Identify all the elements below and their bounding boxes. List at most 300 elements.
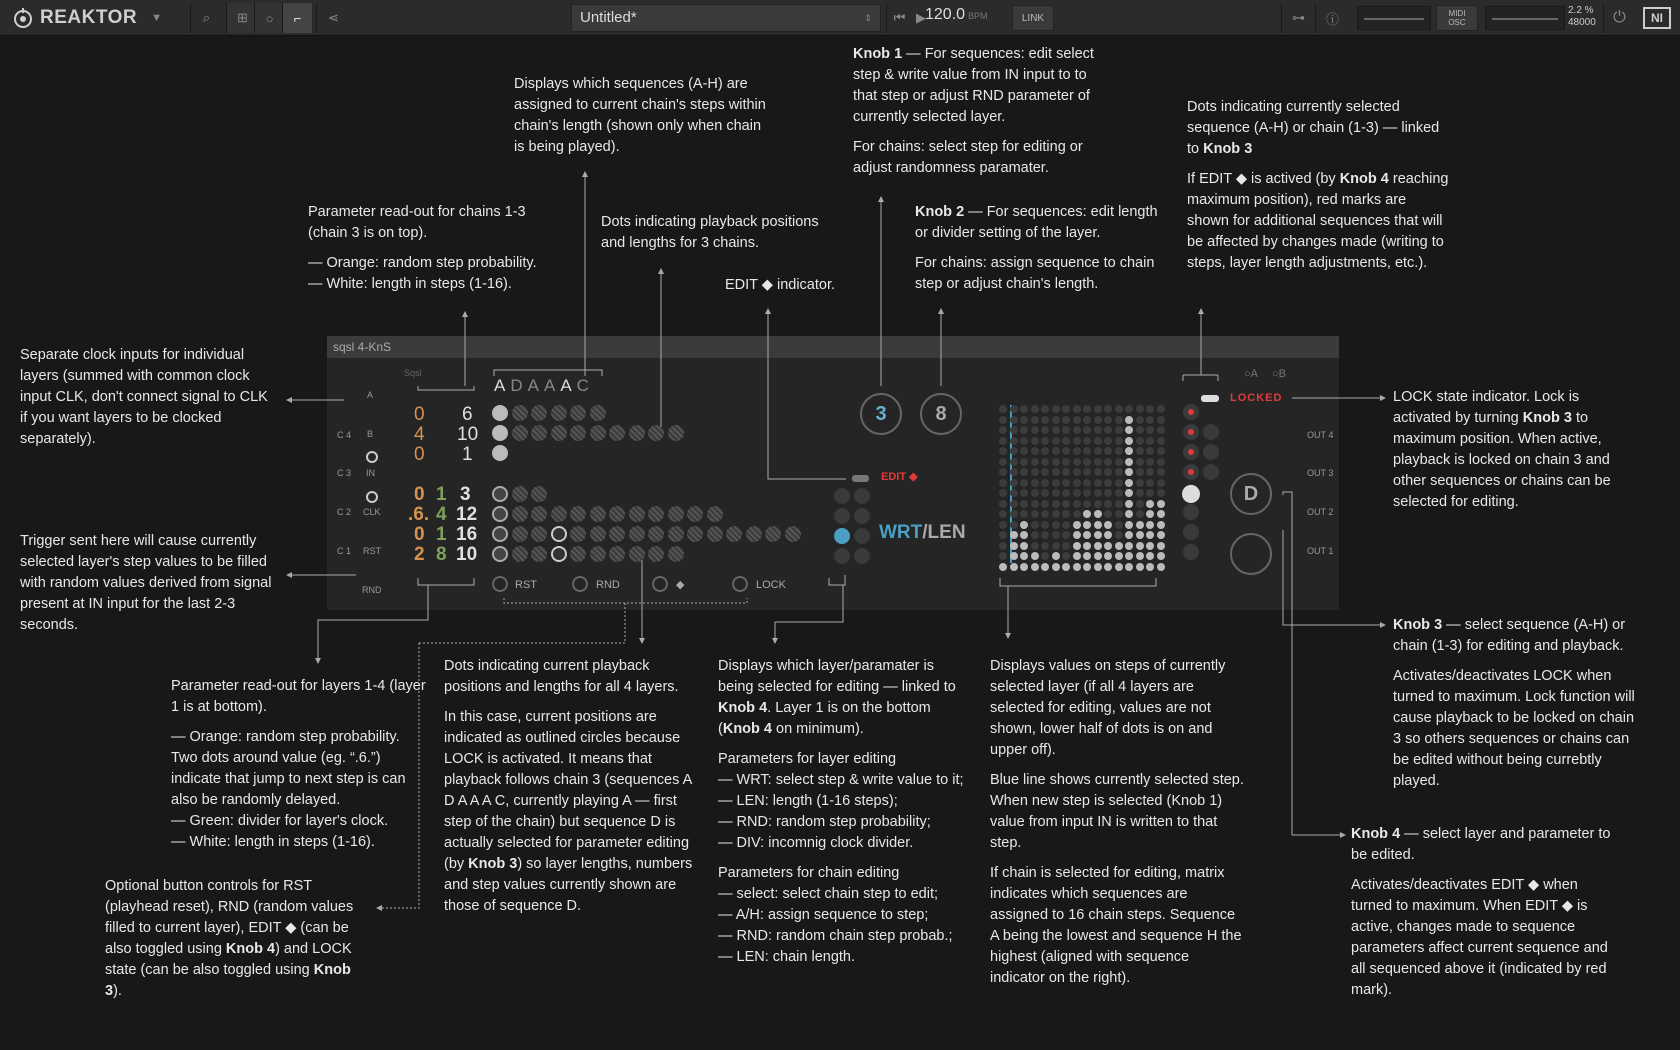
matrix-cell xyxy=(1041,437,1049,445)
power-icon: ⏻ xyxy=(1613,9,1626,26)
matrix-cell xyxy=(1052,521,1060,529)
chain-step-dot xyxy=(492,405,508,421)
matrix-cell xyxy=(1083,437,1091,445)
layer-step-dot xyxy=(512,506,528,522)
matrix-cell xyxy=(1146,531,1154,539)
matrix-cell xyxy=(1010,468,1018,476)
clock-label-c3: C 3 xyxy=(337,468,352,478)
output-b-label: ○B xyxy=(1272,368,1286,380)
matrix-cell xyxy=(1031,437,1039,445)
edit-indicator: EDIT ◆ xyxy=(881,471,918,483)
matrix-cell xyxy=(1104,426,1112,434)
panel-icon: ⊞ xyxy=(237,10,248,25)
matrix-cell xyxy=(1041,531,1049,539)
layer-param-dot xyxy=(854,488,870,504)
matrix-cell xyxy=(1020,500,1028,508)
matrix-cell xyxy=(1031,447,1039,455)
matrix-cell xyxy=(1073,531,1081,539)
note-line: — RND: random chain step probab.; xyxy=(718,928,953,944)
matrix-cell xyxy=(1136,405,1144,413)
matrix-cell xyxy=(1125,405,1133,413)
note-text: Activates/deactivates LOCK when turned to maximum. Lock function will cause playback to be locked on chain 3 so others sequences or chains can be edited without being currebtly played. xyxy=(1393,668,1635,789)
matrix-cell xyxy=(1146,500,1154,508)
layer-step-dot xyxy=(551,526,567,542)
note-text xyxy=(718,656,973,740)
matrix-cell xyxy=(1062,447,1070,455)
note-text xyxy=(1187,97,1452,160)
matrix-cell xyxy=(1136,510,1144,518)
layer3-div: 4 xyxy=(436,504,447,525)
matrix-cell xyxy=(1094,500,1102,508)
matrix-cell xyxy=(1125,542,1133,550)
matrix-cell xyxy=(1041,510,1049,518)
note-line: — White: length in steps (1-16). xyxy=(171,834,375,850)
layer-step-dot xyxy=(668,526,684,542)
layer-step-dot xyxy=(687,526,703,542)
note-span: . Layer 1 is on the bottom ( xyxy=(718,700,931,737)
matrix-cell xyxy=(1083,500,1091,508)
matrix-cell xyxy=(1157,542,1165,550)
matrix-cell xyxy=(1115,458,1123,466)
note-text: EDIT ◆ indicator. xyxy=(725,277,836,293)
matrix-cell xyxy=(1115,510,1123,518)
clock-label-c1: C 1 xyxy=(337,546,352,556)
note-text xyxy=(105,876,360,1002)
matrix-cell xyxy=(999,521,1007,529)
note-text: For chains: assign sequence to chain step or adjust chain's length. xyxy=(915,255,1155,292)
clock-label-c4: C 4 xyxy=(337,430,352,440)
layer-step-dot xyxy=(707,506,723,522)
tempo-unit: BPM xyxy=(968,11,988,21)
note-text: Separate clock inputs for individual layers (summed with common clock input CLK, don't connect signal to CLK if you want layers to be clocked separately). xyxy=(20,347,268,447)
matrix-cell xyxy=(1115,479,1123,487)
layer-step-dot xyxy=(687,506,703,522)
matrix-cell xyxy=(1073,405,1081,413)
layer-param-dot xyxy=(834,488,850,504)
matrix-cell xyxy=(1073,426,1081,434)
matrix-cell xyxy=(999,489,1007,497)
matrix-cell xyxy=(1041,405,1049,413)
matrix-cell xyxy=(1041,500,1049,508)
note-span: ) and LOCK state (can be also toggled using xyxy=(105,941,352,978)
layer4-len: 3 xyxy=(460,484,471,505)
layer4-prob: 0 xyxy=(414,484,425,505)
edit-mark-dot xyxy=(1188,449,1194,455)
matrix-cell xyxy=(1094,479,1102,487)
matrix-cell xyxy=(1052,563,1060,571)
matrix-cell xyxy=(1020,521,1028,529)
input-label-in: IN xyxy=(366,468,375,478)
knob-name: Knob 4 xyxy=(1351,826,1401,842)
layer1-div: 8 xyxy=(436,544,447,565)
matrix-cell xyxy=(1104,437,1112,445)
input-label-a: A xyxy=(367,390,374,400)
matrix-cell xyxy=(1104,510,1112,518)
note-span: ). xyxy=(113,983,122,999)
matrix-cell xyxy=(1052,479,1060,487)
matrix-cell xyxy=(1146,542,1154,550)
layer-step-dot xyxy=(512,546,528,562)
knob-name: Knob 2 xyxy=(915,204,965,220)
matrix-cell xyxy=(1125,563,1133,571)
layer-step-dot xyxy=(629,526,645,542)
chain3-prob: 0 xyxy=(414,404,425,425)
chain-step-dot xyxy=(512,405,528,421)
note-matrix xyxy=(990,656,1245,998)
matrix-cell xyxy=(1052,500,1060,508)
note-edit-indicator xyxy=(725,275,855,305)
matrix-cell xyxy=(1146,479,1154,487)
layer-step-dot xyxy=(648,506,664,522)
note-line: — Orange: random step probability. Two dots around value (eg. “.6.”) indicate that jump to next step is can also be randomly delayed. xyxy=(171,729,406,808)
chain-step-dot xyxy=(570,425,586,441)
matrix-cell xyxy=(1104,500,1112,508)
matrix-cell xyxy=(1031,510,1039,518)
matrix-cell xyxy=(1062,500,1070,508)
note-buttons xyxy=(105,876,360,1011)
matrix-cell xyxy=(1136,563,1144,571)
matrix-cell xyxy=(1136,521,1144,529)
layer-step-dot xyxy=(609,546,625,562)
link-label: LINK xyxy=(1021,12,1045,24)
matrix-cell xyxy=(1146,405,1154,413)
matrix-cell xyxy=(1062,437,1070,445)
matrix-cell xyxy=(1104,479,1112,487)
matrix-cell xyxy=(1062,521,1070,529)
matrix-cell xyxy=(1094,437,1102,445)
matrix-cell xyxy=(1115,552,1123,560)
out4-label: OUT 4 xyxy=(1307,430,1334,440)
layer-step-dot xyxy=(512,486,528,502)
note-span: Optional button controls for RST (playhead reset), RND (random values filled to current layer), EDIT ◆ (can be also toggled using xyxy=(105,878,354,957)
chain-select-dot xyxy=(1203,444,1219,460)
matrix-cell xyxy=(1146,521,1154,529)
knob-name: Knob 3 xyxy=(1522,410,1572,426)
layer-param-dot xyxy=(854,528,870,544)
matrix-cell xyxy=(1020,510,1028,518)
note-span: reaching maximum position), red marks are shown for additional sequences that will be affected by changes made (writing to steps, layer length adjustments, etc.). xyxy=(1187,171,1449,271)
rewind-icon: ⏮ xyxy=(893,10,906,25)
note-knob1 xyxy=(853,44,1113,188)
matrix-cell xyxy=(1125,489,1133,497)
chain-step-dot xyxy=(551,425,567,441)
note-line: — DIV: incomnig clock divider. xyxy=(718,835,914,851)
note-line: Parameters for chain editing xyxy=(718,865,900,881)
matrix-cell xyxy=(1146,426,1154,434)
matrix-cell xyxy=(1146,563,1154,571)
matrix-cell xyxy=(1041,489,1049,497)
matrix-cell xyxy=(1020,552,1028,560)
out2-label: OUT 2 xyxy=(1307,507,1334,517)
matrix-cell xyxy=(1031,531,1039,539)
matrix-cell xyxy=(1125,521,1133,529)
note-text xyxy=(853,44,1113,128)
note-span: Dots indicating currently selected sequence (A-H) or chain (1-3) — linked to xyxy=(1187,99,1440,157)
matrix-cell xyxy=(1073,447,1081,455)
layer1-prob: 2 xyxy=(414,544,425,565)
matrix-cell xyxy=(1136,500,1144,508)
note-text xyxy=(1351,824,1616,866)
chain-step-dot xyxy=(531,425,547,441)
note-text: For chains: select step for editing or adjust randomness paramater. xyxy=(853,139,1083,176)
matrix-cell xyxy=(1031,479,1039,487)
matrix-cell xyxy=(1146,437,1154,445)
chain-step-dot xyxy=(512,425,528,441)
layer-step-dot xyxy=(531,486,547,502)
matrix-cell xyxy=(1104,489,1112,497)
matrix-cell xyxy=(1010,521,1018,529)
layer-param-dot xyxy=(834,508,850,524)
cpu-percent: 2.2 % xyxy=(1568,5,1594,16)
matrix-cell xyxy=(1083,531,1091,539)
matrix-cell xyxy=(1052,489,1060,497)
layer-step-dot xyxy=(609,506,625,522)
matrix-cell xyxy=(1104,416,1112,424)
matrix-cell xyxy=(1157,510,1165,518)
matrix-cell xyxy=(1094,563,1102,571)
matrix-cell xyxy=(1052,416,1060,424)
matrix-cell xyxy=(1146,458,1154,466)
layer-step-dot xyxy=(590,526,606,542)
app-name: REAKTOR xyxy=(40,7,138,28)
note-line: — Green: divider for layer's clock. xyxy=(171,813,389,829)
knob-name: Knob 3 xyxy=(105,962,351,999)
matrix-cell xyxy=(999,468,1007,476)
matrix-cell xyxy=(1094,531,1102,539)
chain-step-dot xyxy=(590,405,606,421)
matrix-cell xyxy=(1157,458,1165,466)
knob-name: Knob 3 xyxy=(468,856,518,872)
matrix-cell xyxy=(1125,416,1133,424)
osc-label: OSC xyxy=(1448,18,1466,27)
layer-step-dot xyxy=(531,526,547,542)
layer-step-dot xyxy=(668,506,684,522)
sequence-dot xyxy=(1183,524,1199,540)
matrix-cell xyxy=(1083,447,1091,455)
matrix-cell xyxy=(1020,416,1028,424)
matrix-cell xyxy=(1041,521,1049,529)
matrix-cell xyxy=(1157,500,1165,508)
note-layer-readout xyxy=(171,676,426,853)
matrix-cell xyxy=(1115,531,1123,539)
matrix-cell xyxy=(1041,426,1049,434)
matrix-cell xyxy=(1052,447,1060,455)
sample-rate: 48000 xyxy=(1568,17,1596,28)
matrix-cell xyxy=(1115,447,1123,455)
layer-param-dot xyxy=(854,548,870,564)
chain-select-dot xyxy=(1203,464,1219,480)
matrix-cell xyxy=(1062,416,1070,424)
matrix-cell xyxy=(1104,521,1112,529)
matrix-cell xyxy=(1104,542,1112,550)
layer-step-dot xyxy=(629,546,645,562)
note-lock-indicator xyxy=(1393,387,1638,522)
matrix-cell xyxy=(1010,416,1018,424)
layer-step-dot xyxy=(648,526,664,542)
matrix-cell xyxy=(1157,405,1165,413)
matrix-cell xyxy=(1041,552,1049,560)
matrix-cell xyxy=(1062,542,1070,550)
matrix-cell xyxy=(1083,489,1091,497)
chevron-down-icon[interactable]: ▼ xyxy=(151,12,163,24)
matrix-cell xyxy=(1136,416,1144,424)
matrix-cell xyxy=(1083,426,1091,434)
chain1-len: 1 xyxy=(462,444,473,465)
matrix-cell xyxy=(1073,552,1081,560)
stepper-icon[interactable]: ⇕ xyxy=(864,13,872,23)
circle-icon: ○ xyxy=(265,10,274,26)
matrix-cell xyxy=(1136,468,1144,476)
matrix-cell xyxy=(1041,458,1049,466)
matrix-cell xyxy=(1073,500,1081,508)
chain3-len: 6 xyxy=(462,404,473,425)
matrix-cell xyxy=(1031,563,1039,571)
note-line: — White: length in steps (1-16). xyxy=(308,276,512,292)
knob-name: Knob 4 xyxy=(722,721,772,737)
matrix-cell xyxy=(1073,437,1081,445)
matrix-cell xyxy=(1020,447,1028,455)
matrix-cell xyxy=(1031,468,1039,476)
layer-step-dot xyxy=(492,506,508,522)
layer-step-dot xyxy=(629,506,645,522)
matrix-cell xyxy=(1146,552,1154,560)
matrix-cell xyxy=(1083,468,1091,476)
matrix-cell xyxy=(1157,437,1165,445)
knob-name: Knob 1 xyxy=(853,46,903,62)
layer-param-dot xyxy=(834,548,850,564)
matrix-cell xyxy=(999,416,1007,424)
note-span: on minimum). xyxy=(771,721,864,737)
slash-separator: / xyxy=(922,522,928,543)
note-span: If EDIT ◆ is actived (by xyxy=(1187,171,1340,187)
matrix-cell xyxy=(1115,437,1123,445)
matrix-cell xyxy=(1104,552,1112,560)
matrix-cell xyxy=(1083,458,1091,466)
matrix-cell xyxy=(999,447,1007,455)
matrix-cell xyxy=(1136,552,1144,560)
knob-3-value: D xyxy=(1243,482,1259,505)
matrix-cell xyxy=(1136,531,1144,539)
matrix-cell xyxy=(1146,489,1154,497)
matrix-cell xyxy=(1031,405,1039,413)
layer2-len: 16 xyxy=(456,524,478,545)
matrix-cell xyxy=(1125,500,1133,508)
search-icon: ⌕ xyxy=(202,10,211,25)
matrix-cell xyxy=(1041,468,1049,476)
matrix-cell xyxy=(1062,510,1070,518)
edit-mark-dot xyxy=(1188,469,1194,475)
matrix-cell xyxy=(1115,489,1123,497)
chain-step-dot xyxy=(551,405,567,421)
matrix-cell xyxy=(1157,521,1165,529)
matrix-cell xyxy=(1052,468,1060,476)
matrix-cell xyxy=(1104,447,1112,455)
input-label-clk: CLK xyxy=(363,507,381,517)
chain-letter: A xyxy=(494,376,506,395)
layer2-div: 1 xyxy=(436,524,447,545)
matrix-cell xyxy=(1104,458,1112,466)
note-span: — select sequence (A-H) or chain (1-3) for editing and playback. xyxy=(1393,617,1626,654)
matrix-cell xyxy=(1136,426,1144,434)
matrix-cell xyxy=(1041,447,1049,455)
matrix-cell xyxy=(1157,426,1165,434)
knob-name: Knob 3 xyxy=(1203,141,1253,157)
matrix-cell xyxy=(1094,542,1102,550)
chain-letter: C xyxy=(576,376,589,395)
share-icon: ⋖ xyxy=(328,10,339,25)
layer-step-dot xyxy=(590,546,606,562)
chain-step-dot xyxy=(492,425,508,441)
matrix-cell xyxy=(1062,531,1070,539)
matrix-cell xyxy=(1062,563,1070,571)
matrix-cell xyxy=(999,531,1007,539)
matrix-cell xyxy=(1094,468,1102,476)
note-span: ) so layer lengths, numbers and step values currently shown are those of sequence D. xyxy=(444,856,693,914)
note-line: — select: select chain step to edit; xyxy=(718,886,939,902)
matrix-cell xyxy=(1157,531,1165,539)
note-line: — LEN: length (1-16 steps); xyxy=(718,793,898,809)
matrix-cell xyxy=(1062,552,1070,560)
matrix-cell xyxy=(1031,521,1039,529)
rnd-button-label: RND xyxy=(596,579,620,591)
matrix-cell xyxy=(1115,500,1123,508)
matrix-cell xyxy=(1010,563,1018,571)
matrix-cell xyxy=(1020,489,1028,497)
out1-label: OUT 1 xyxy=(1307,546,1334,556)
layer-step-dot xyxy=(531,506,547,522)
matrix-cell xyxy=(1041,542,1049,550)
note-text xyxy=(718,749,973,854)
matrix-cell xyxy=(1115,468,1123,476)
layer3-len: 12 xyxy=(456,504,478,525)
matrix-cell xyxy=(1073,479,1081,487)
matrix-cell xyxy=(1094,405,1102,413)
matrix-cell xyxy=(1083,405,1091,413)
matrix-cell xyxy=(1104,531,1112,539)
layer-step-dot xyxy=(492,546,508,562)
note-span: to maximum position. When active, playback is locked on chain 3 and other sequences or chains can be selected for editing. xyxy=(1393,410,1611,510)
sequence-selected-dot xyxy=(1182,485,1200,503)
note-text: Dots indicating current playback positions and lengths for all 4 layers. xyxy=(444,658,679,695)
matrix-cell xyxy=(1041,416,1049,424)
note-line: — RND: random step probability; xyxy=(718,814,931,830)
matrix-cell xyxy=(1157,563,1165,571)
matrix-cell xyxy=(1073,458,1081,466)
matrix-cell xyxy=(1083,416,1091,424)
matrix-cell xyxy=(1062,489,1070,497)
rst-button-label: RST xyxy=(515,579,537,591)
matrix-cell xyxy=(1083,542,1091,550)
chain-letter: A xyxy=(543,376,556,395)
matrix-cell xyxy=(1062,405,1070,413)
note-text: If chain is selected for editing, matrix indicates which sequences are assigned to 16 chain steps. Sequence A being the lowest and sequence H the highest (aligned with sequence indicator on the right). xyxy=(990,865,1242,986)
note-chain-readout xyxy=(308,202,563,295)
matrix-cell xyxy=(1020,458,1028,466)
note-chain-sequences xyxy=(514,74,774,167)
note-span: LOCK state indicator. Lock is activated by turning xyxy=(1393,389,1580,426)
matrix-cell xyxy=(1010,447,1018,455)
layer3-prob: .6. xyxy=(408,504,430,525)
chain-letter: A xyxy=(527,376,539,395)
matrix-cell xyxy=(999,510,1007,518)
matrix-cell xyxy=(1052,531,1060,539)
matrix-cell xyxy=(1157,416,1165,424)
matrix-cell xyxy=(999,405,1007,413)
note-text xyxy=(915,202,1170,244)
layer-step-dot xyxy=(609,526,625,542)
matrix-cell xyxy=(1073,542,1081,550)
chain2-prob: 4 xyxy=(414,424,425,445)
